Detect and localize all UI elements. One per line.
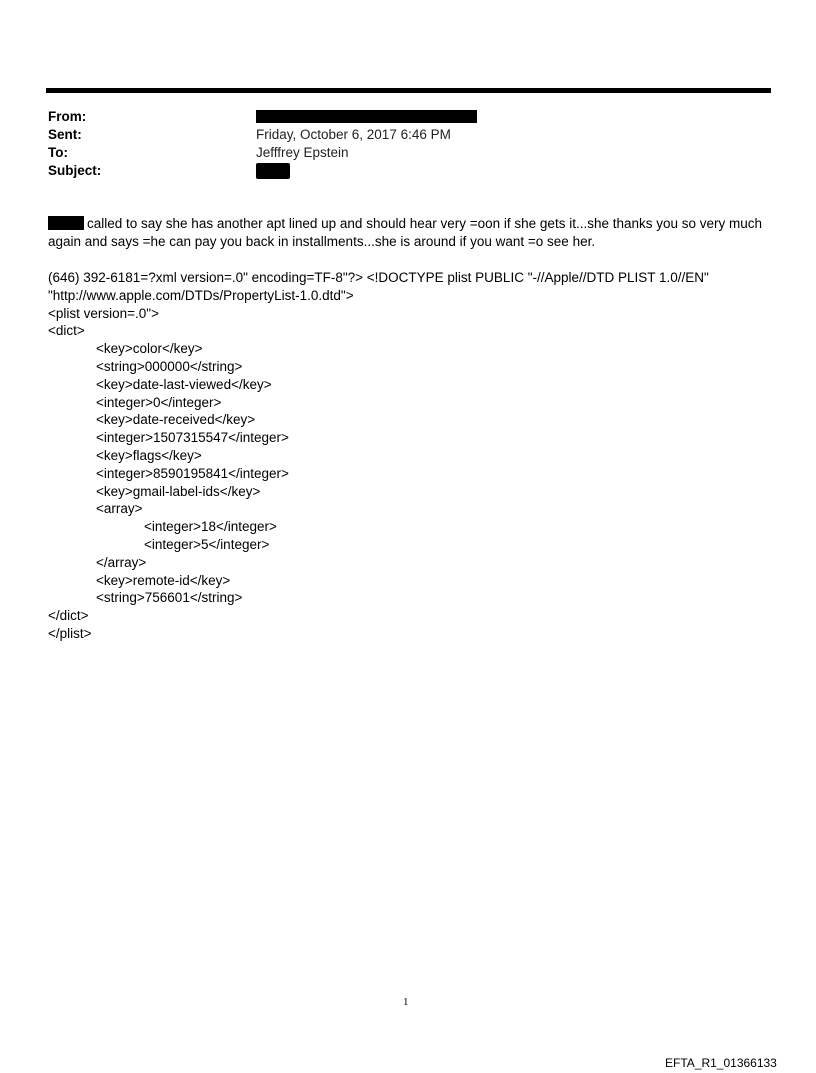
- to-value: Jefffrey Epstein: [256, 145, 349, 160]
- plist-line-19: <string>756601</string>: [96, 590, 243, 606]
- plist-line-14: <array>: [96, 501, 143, 517]
- message-line-1: [48, 215, 768, 233]
- from-row: [48, 108, 768, 126]
- plist-line-12: <integer>8590195841</integer>: [96, 465, 289, 481]
- plist-line-11: <key>flags</key>: [96, 447, 202, 463]
- header-rule: [46, 88, 771, 93]
- plist-line-9: <key>date-received</key>: [96, 412, 256, 428]
- redaction-bar-from: [256, 110, 477, 123]
- to-label: To:: [48, 145, 68, 160]
- subject-row: [48, 162, 768, 180]
- plist-line-2: "http://www.apple.com/DTDs/PropertyList-1.0.dtd">: [48, 287, 354, 303]
- page-number: 1: [403, 996, 409, 1008]
- plist-line-13: <key>gmail-label-ids</key>: [96, 483, 261, 499]
- plist-line-15: <integer>18</integer>: [144, 519, 277, 535]
- email-header: [48, 108, 768, 180]
- plist-line-1: (646) 392-6181=?xml version=.0" encoding=TF-8"?> <!DOCTYPE plist PUBLIC "-//Apple//DTD PLIST 1.0//EN": [48, 270, 709, 285]
- plist-line-17: </array>: [96, 554, 147, 570]
- plist-line-5: <key>color</key>: [96, 341, 203, 357]
- plist-line-20: </dict>: [48, 608, 89, 624]
- plist-line-3: <plist version=.0">: [48, 305, 159, 321]
- plist-line-16: <integer>5</integer>: [144, 536, 270, 552]
- plist-line-10: <integer>1507315547</integer>: [96, 430, 289, 446]
- redaction-bar-name: [48, 216, 84, 230]
- redaction-bar-subject: [256, 163, 290, 179]
- to-row: [48, 144, 768, 162]
- message-text-1: called to say she has another apt lined up and should hear very =oon if she gets it...she thanks you so very much: [87, 216, 763, 231]
- plist-line-6: <string>000000</string>: [96, 358, 243, 374]
- plist-line-4: <dict>: [48, 323, 85, 339]
- plist-line-18: <key>remote-id</key>: [96, 572, 231, 588]
- plist-line-21: </plist>: [48, 625, 92, 641]
- document-id: EFTA_R1_01366133: [665, 1056, 777, 1070]
- from-label: From:: [48, 109, 87, 124]
- paragraph-gap: [48, 251, 768, 269]
- email-body: [48, 215, 768, 643]
- message-line-2: again and says =he can pay you back in installments...she is around if you want =o see her.: [48, 234, 596, 249]
- sent-row: [48, 126, 768, 144]
- plist-line-7: <key>date-last-viewed</key>: [96, 376, 272, 392]
- sent-value: Friday, October 6, 2017 6:46 PM: [256, 127, 451, 142]
- plist-line-8: <integer>0</integer>: [96, 394, 222, 410]
- sent-label: Sent:: [48, 127, 82, 142]
- subject-label: Subject:: [48, 163, 102, 178]
